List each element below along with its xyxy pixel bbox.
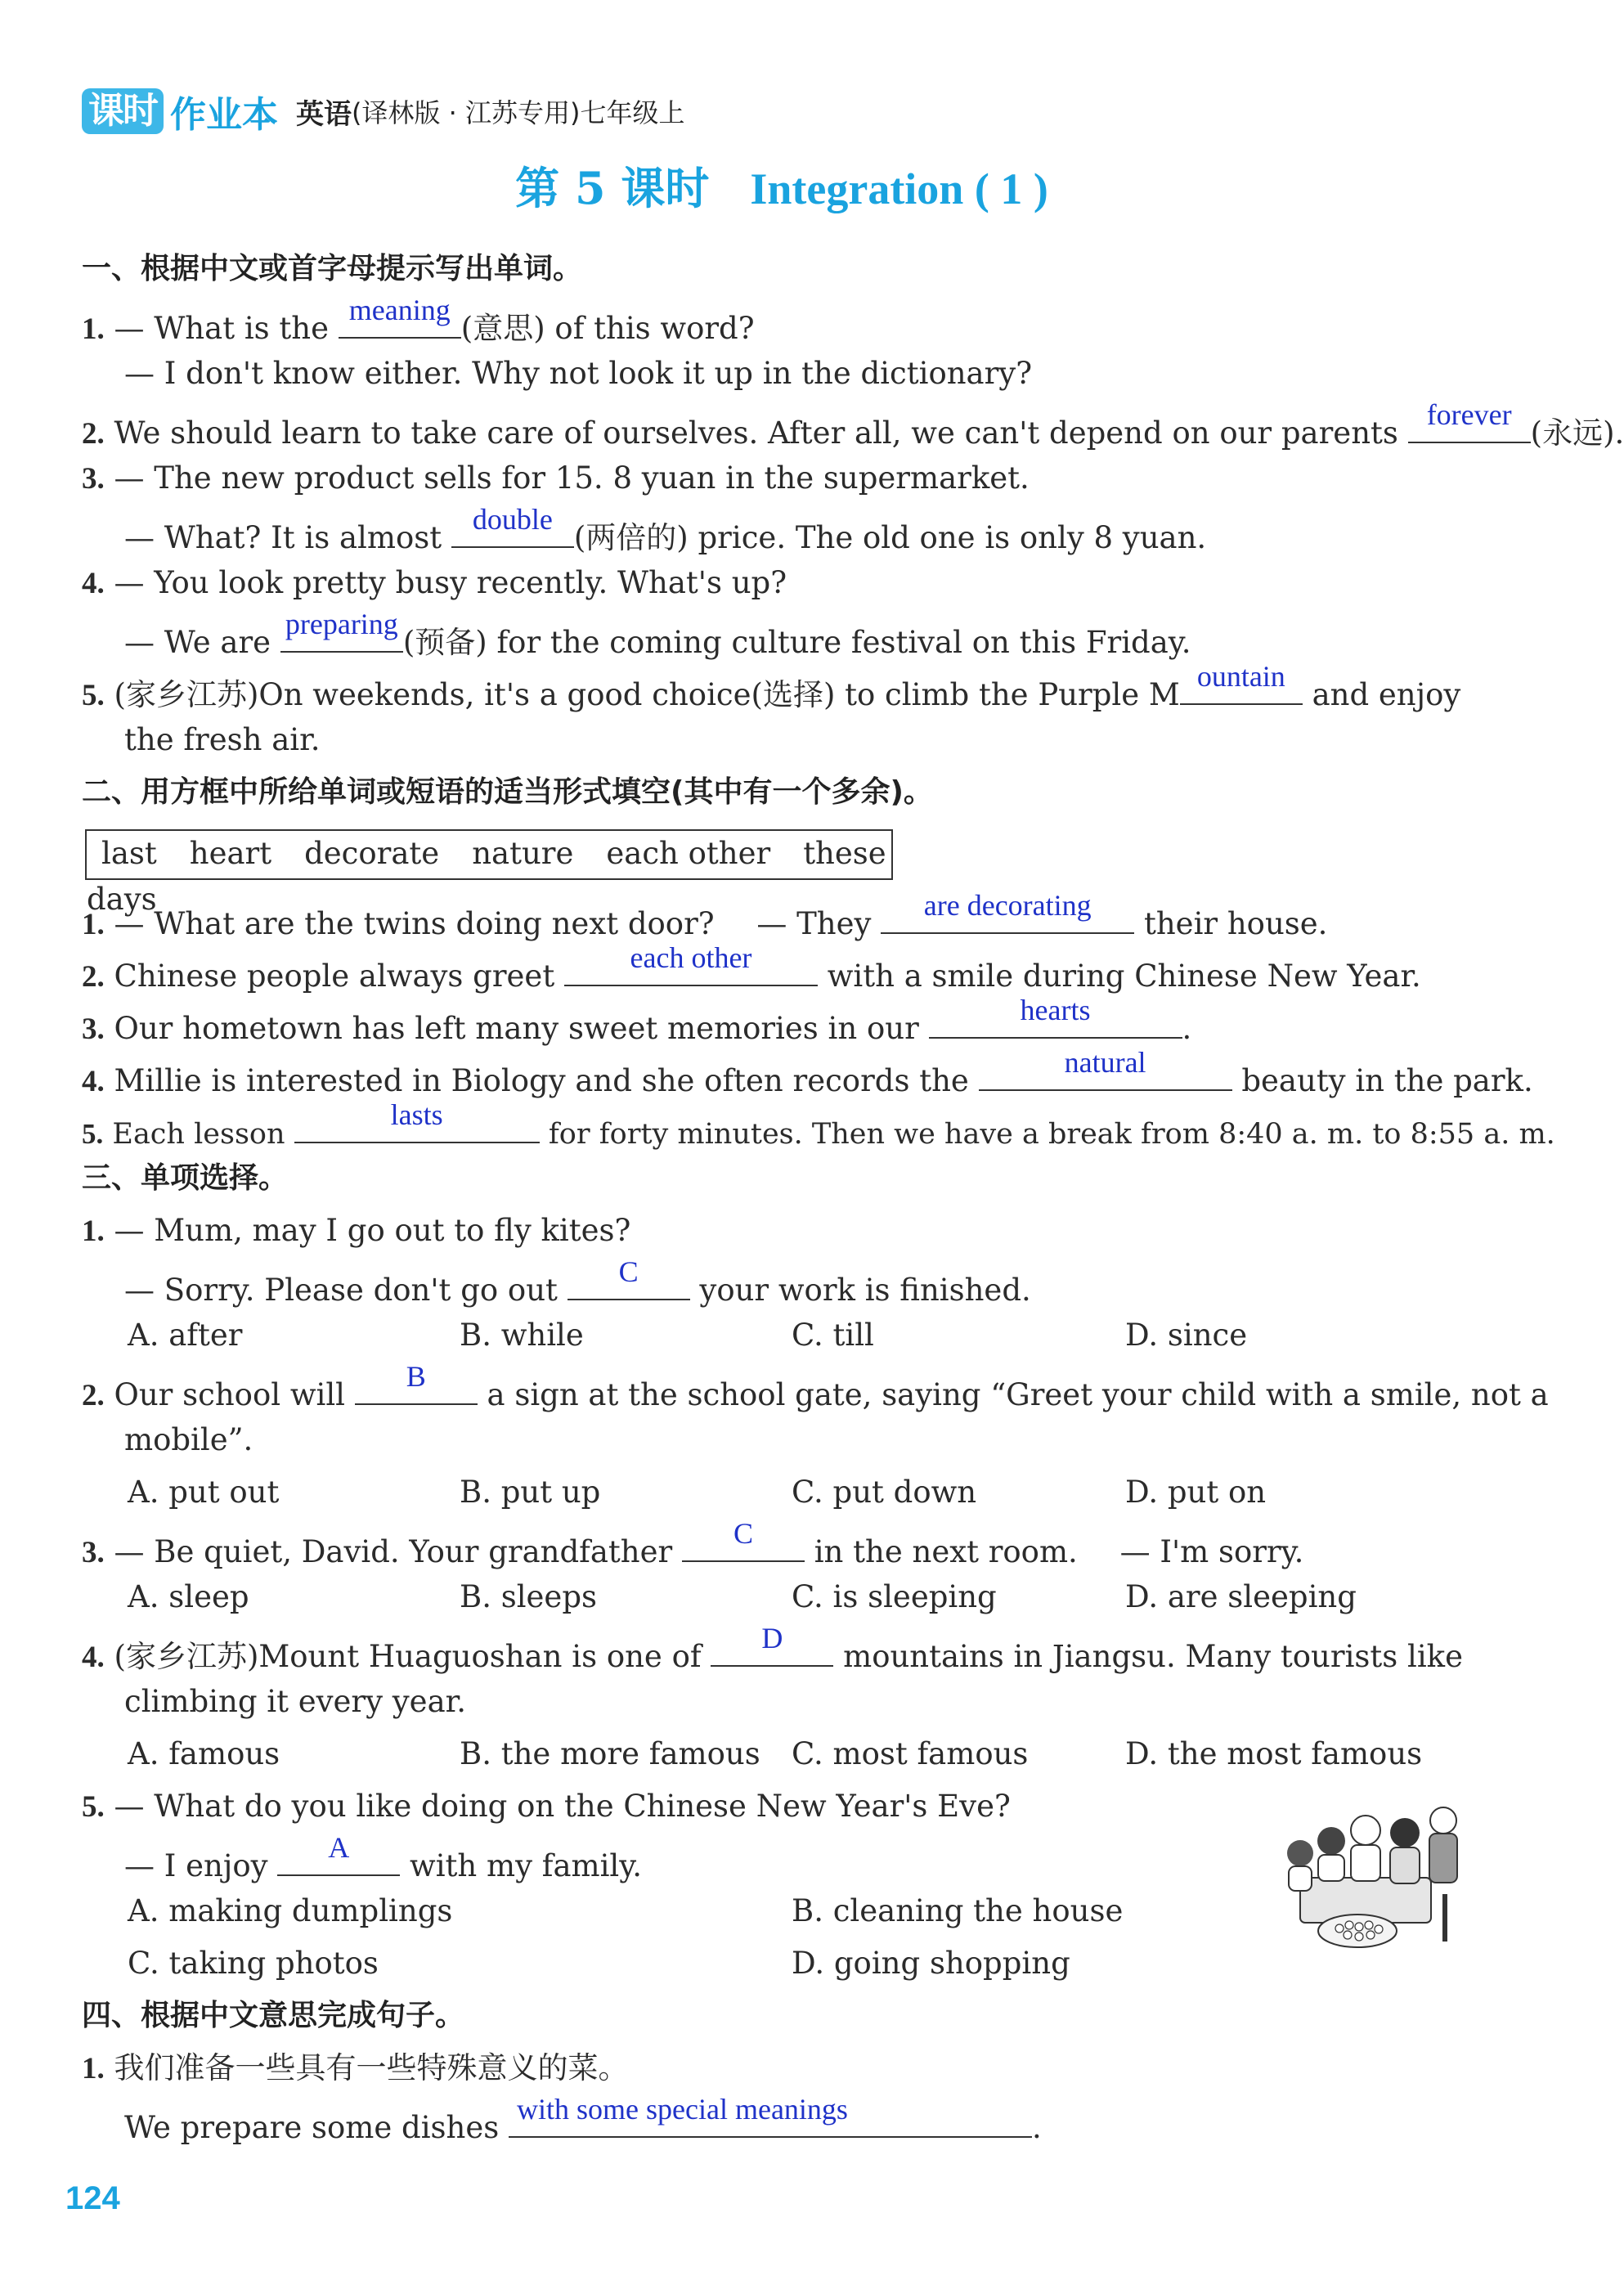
question-text: — The new product sells for 15. 8 yuan in the supermarket. (114, 460, 1030, 496)
question-number: 3. (82, 462, 105, 496)
s2-q2 (82, 941, 1421, 998)
question-text: — What? It is almost (124, 520, 442, 555)
s1-q2-line1 (82, 398, 1624, 455)
s3-q5-opt-d[interactable]: D. going shopping (792, 1946, 1070, 1981)
question-text: mountains in Jiangsu. Many tourists like (843, 1639, 1463, 1674)
answer-text: ountain (1196, 660, 1285, 693)
section3-heading: 三、单项选择。 (82, 1161, 289, 1195)
question-number: 5. (82, 1118, 104, 1150)
question-number: 5. (82, 679, 105, 712)
s3-q2-line1 (82, 1360, 1549, 1416)
answer-blank[interactable] (564, 941, 818, 986)
s3-q2-opt-b[interactable]: B. put up (460, 1475, 601, 1510)
question-number: 2. (82, 960, 105, 994)
s3-q1-line2 (124, 1255, 1031, 1311)
question-number: 4. (82, 567, 105, 600)
s3-q4-line1 (82, 1622, 1463, 1678)
answer-blank[interactable] (568, 1255, 690, 1300)
title-en: Integration ( 1 ) (750, 164, 1048, 213)
s1-q3-line2 (124, 503, 1207, 559)
question-text: their house. (1143, 906, 1328, 941)
question-text: . (1182, 1011, 1192, 1046)
question-text: — I'm sorry. (1119, 1534, 1304, 1569)
page-number: 124 (65, 2180, 120, 2216)
question-text: We prepare some dishes (124, 2110, 500, 2145)
question-text: — What are the twins doing next door? (114, 906, 715, 941)
answer-text: C (618, 1255, 639, 1288)
answer-blank[interactable] (339, 294, 461, 339)
answer-blank[interactable] (355, 1360, 478, 1405)
s3-q2-opt-d[interactable]: D. put on (1125, 1475, 1267, 1510)
answer-blank[interactable] (682, 1517, 805, 1562)
answer-text: each other (630, 941, 752, 974)
question-text: Chinese people always greet (114, 958, 555, 994)
word-box-item: last (101, 836, 157, 871)
word-box (85, 829, 893, 917)
answer-text: preparing (285, 608, 398, 640)
s3-q5-line1 (82, 1786, 1011, 1828)
question-text: — Be quiet, David. Your grandfather (114, 1534, 673, 1569)
s3-q4-opt-c[interactable]: C. most famous (792, 1736, 1029, 1771)
s1-q5-line1 (82, 660, 1461, 716)
question-text: (意思) of this word? (460, 311, 755, 346)
question-number: 3. (82, 1012, 105, 1046)
question-text: Our school will (114, 1377, 345, 1412)
question-text: in the next room. (814, 1534, 1078, 1569)
question-text: — What is the (114, 311, 330, 346)
answer-blank[interactable] (1180, 660, 1303, 705)
answer-text: B (406, 1360, 426, 1393)
s3-q2-line2: mobile”. (124, 1422, 253, 1457)
s3-q4-opt-d[interactable]: D. the most famous (1125, 1736, 1423, 1771)
question-text: We should learn to take care of ourselves. After all, we can't depend on our parents (114, 415, 1398, 451)
answer-text: C (733, 1517, 753, 1550)
s4-q1-line1 (82, 2048, 629, 2090)
answer-blank[interactable] (1408, 398, 1531, 443)
question-text: (预备) for the coming culture festival on this Friday. (402, 625, 1191, 660)
s3-q5-opt-c[interactable]: C. taking photos (128, 1946, 379, 1981)
question-number: 4. (82, 1641, 105, 1674)
header (82, 88, 685, 134)
s3-q1-line1 (82, 1210, 630, 1252)
answer-text: are decorating (923, 889, 1092, 922)
section4-heading: 四、根据中文意思完成句子。 (82, 1999, 465, 2032)
answer-text: double (472, 503, 553, 536)
s3-q3-opt-c[interactable]: C. is sleeping (792, 1579, 997, 1614)
question-text: 我们准备一些具有一些特殊意义的菜。 (114, 2050, 629, 2085)
s3-q4-opt-a[interactable]: A. famous (128, 1736, 280, 1771)
word-box-item: decorate (304, 836, 440, 871)
question-text: — Sorry. Please don't go out (124, 1273, 558, 1308)
question-number: 2. (82, 417, 105, 451)
question-number: 2. (82, 1379, 105, 1412)
s1-q1-line2: — I don't know either. Why not look it up in the dictionary? (124, 356, 1033, 391)
question-text: (家乡江苏)On weekends, it's a good choice(选择) to climb the Purple M (114, 677, 1180, 712)
s3-q1-opt-c[interactable]: C. till (792, 1318, 874, 1353)
s3-q5-opt-a[interactable]: A. making dumplings (128, 1893, 453, 1928)
section1-heading: 一、根据中文或首字母提示写出单词。 (82, 252, 583, 285)
answer-blank[interactable] (979, 1046, 1232, 1091)
word-box-item: these days (87, 836, 886, 917)
s1-q5-line2: the fresh air. (124, 722, 321, 757)
question-text: for forty minutes. Then we have a break from 8:40 a. m. to 8:55 a. m. (548, 1118, 1555, 1151)
s3-q4-opt-b[interactable]: B. the more famous (460, 1736, 760, 1771)
question-text: Each lesson (112, 1118, 285, 1151)
question-text: Our hometown has left many sweet memories in our (114, 1011, 919, 1046)
question-text: — We are (124, 625, 271, 660)
answer-blank[interactable] (280, 608, 403, 653)
s3-q3-opt-b[interactable]: B. sleeps (460, 1579, 597, 1614)
answer-blank[interactable] (509, 2093, 1032, 2138)
title-cn: 第 5 课时 (515, 162, 710, 214)
logo: 课时 (82, 88, 164, 134)
family-dumplings-illustration (1267, 1796, 1472, 1951)
question-text: — I enjoy (124, 1848, 268, 1883)
subject: 英语 (296, 97, 352, 131)
s3-q2-opt-c[interactable]: C. put down (792, 1475, 977, 1510)
question-number: 1. (82, 1214, 105, 1248)
answer-text: A (328, 1831, 350, 1864)
s3-q4-line2: climbing it every year. (124, 1684, 467, 1719)
question-text: — They (756, 906, 872, 941)
question-text: (两倍的) price. The old one is only 8 yuan. (573, 520, 1207, 555)
edition: (译林版 · 江苏专用)七年级上 (352, 97, 685, 128)
answer-text: lasts (390, 1098, 443, 1131)
page-title (0, 154, 1563, 217)
s3-q5-opt-b[interactable]: B. cleaning the house (792, 1893, 1124, 1928)
s3-q1-opt-a[interactable]: A. after (128, 1318, 243, 1353)
question-number: 3. (82, 1536, 105, 1569)
s1-q3-line1 (82, 458, 1030, 500)
answer-blank[interactable] (929, 994, 1182, 1039)
question-text: — You look pretty busy recently. What's up? (114, 565, 787, 600)
book-name: 作业本 (170, 94, 278, 136)
s3-q1-opt-b[interactable]: B. while (460, 1318, 584, 1353)
s1-q1-line1 (82, 294, 755, 350)
question-text: — What do you like doing on the Chinese New Year's Eve? (114, 1789, 1011, 1824)
answer-blank[interactable] (881, 889, 1134, 934)
answer-blank[interactable] (451, 503, 574, 548)
answer-blank[interactable] (711, 1622, 833, 1667)
question-number: 1. (82, 908, 105, 941)
s1-q4-line2 (124, 608, 1191, 663)
answer-blank[interactable] (277, 1831, 400, 1876)
answer-text: D (761, 1622, 783, 1654)
answer-text: hearts (1020, 994, 1091, 1026)
answer-text: with some special meanings (517, 2093, 848, 2126)
question-text: (家乡江苏)Mount Huaguoshan is one of (114, 1639, 702, 1674)
question-text: with my family. (410, 1848, 643, 1883)
question-text: Millie is interested in Biology and she often records the (114, 1063, 969, 1098)
question-number: 1. (82, 2052, 105, 2085)
answer-text: meaning (348, 294, 451, 326)
answer-text: natural (1064, 1046, 1146, 1079)
question-number: 1. (82, 312, 105, 346)
s3-q1-opt-d[interactable]: D. since (1125, 1318, 1248, 1353)
question-text: your work is finished. (699, 1273, 1031, 1308)
s3-q3-line1 (82, 1517, 1304, 1573)
question-text: a sign at the school gate, saying “Greet your child with a smile, not a (487, 1377, 1549, 1412)
question-text: with a smile during Chinese New Year. (827, 958, 1421, 994)
s4-q1-line2 (124, 2093, 1042, 2148)
question-text: . (1032, 2110, 1042, 2145)
question-number: 5. (82, 1790, 105, 1824)
s1-q4-line1 (82, 563, 787, 604)
word-box-item: each other (606, 836, 771, 871)
word-box-item: heart (189, 836, 272, 871)
s2-q5 (82, 1098, 1555, 1155)
question-text: — Mum, may I go out to fly kites? (114, 1213, 631, 1248)
question-number: 4. (82, 1065, 105, 1098)
question-text: beauty in the park. (1241, 1063, 1533, 1098)
s3-q5-line2 (124, 1831, 643, 1887)
word-box-item: nature (472, 836, 574, 871)
s3-q3-opt-d[interactable]: D. are sleeping (1125, 1579, 1357, 1614)
section2-heading: 二、用方框中所给单词或短语的适当形式填空(其中有一个多余)。 (82, 775, 933, 809)
answer-text: forever (1426, 398, 1512, 431)
s3-q2-opt-a[interactable]: A. put out (128, 1475, 280, 1510)
question-text: and enjoy (1312, 677, 1461, 712)
question-text: (永远). (1530, 415, 1624, 451)
answer-blank[interactable] (294, 1098, 540, 1143)
s3-q3-opt-a[interactable]: A. sleep (128, 1579, 249, 1614)
